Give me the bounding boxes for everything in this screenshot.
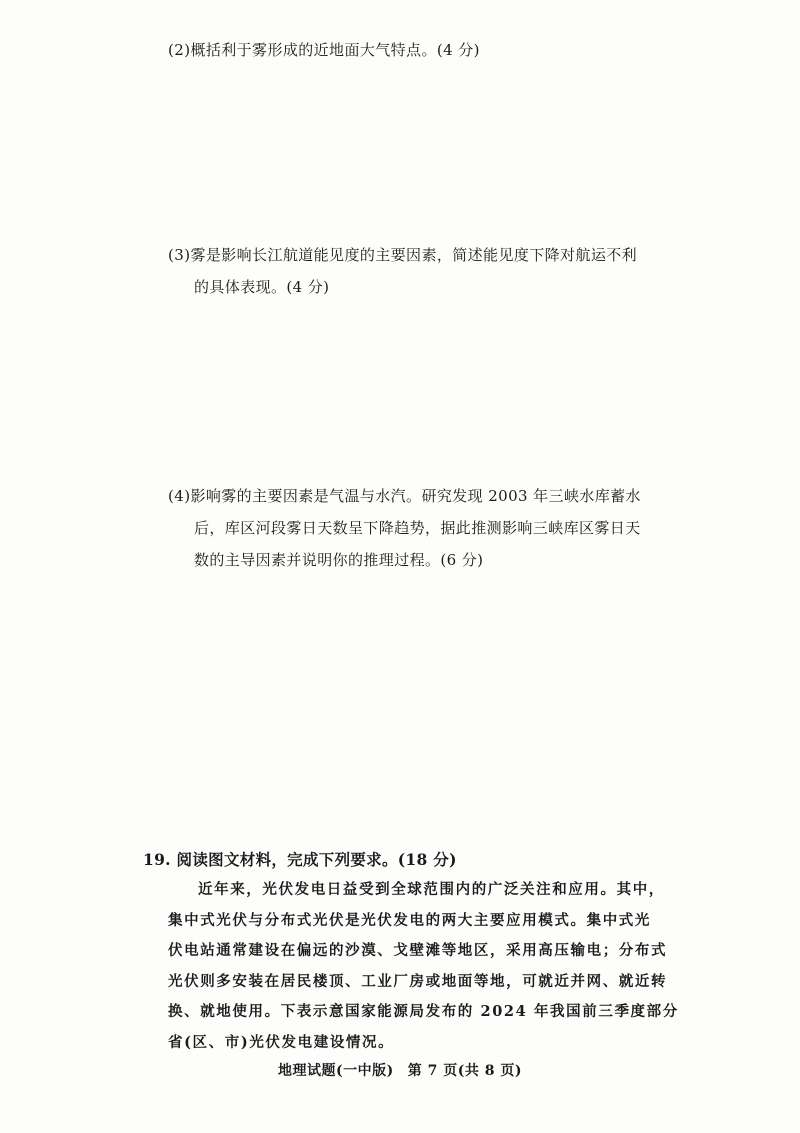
footer-subject: 地理试题(一中版) (278, 1063, 394, 1079)
question-3 (168, 239, 748, 303)
material-line: 省(区、市)光伏发电建设情况。 (168, 1033, 395, 1051)
footer-page-number: 第 7 页(共 8 页) (407, 1063, 522, 1079)
question-19-material (168, 875, 679, 1058)
material-line: 伏电站通常建设在偏远的沙漠、戈壁滩等地区，采用高压输电；分布式 (168, 942, 668, 959)
question-19-heading: 19. 阅读图文材料，完成下列要求。(18 分) (143, 850, 457, 869)
page-footer (0, 1060, 800, 1080)
material-line: 近年来，光伏发电日益受到全球范围内的广泛关注和应用。其中， (198, 881, 665, 898)
question-2 (168, 34, 748, 66)
question-3-line-2: 的具体表现。(4 分) (194, 278, 330, 296)
question-4-line-3: 数的主导因素并说明你的推理过程。(6 分) (194, 551, 484, 569)
question-3-line-1: (3)雾是影响长江航道能见度的主要因素，简述能见度下降对航运不利 (168, 246, 638, 264)
question-2-text: (2)概括利于雾形成的近地面大气特点。(4 分) (168, 41, 480, 59)
question-4-line-2: 后，库区河段雾日天数呈下降趋势，据此推测影响三峡库区雾日天 (194, 519, 641, 537)
material-line: 集中式光伏与分布式光伏是光伏发电的两大主要应用模式。集中式光 (168, 911, 651, 929)
question-4-line-1: (4)影响雾的主要因素是气温与水汽。研究发现 2003 年三峡水库蓄水 (168, 487, 641, 505)
question-4 (168, 480, 748, 576)
material-line: 光伏则多安装在居民楼顶、工业厂房或地面等地，可就近并网、就近转 (168, 972, 668, 990)
material-line: 换、就地使用。下表示意国家能源局发布的 2024 年我国前三季度部分 (168, 1003, 679, 1020)
